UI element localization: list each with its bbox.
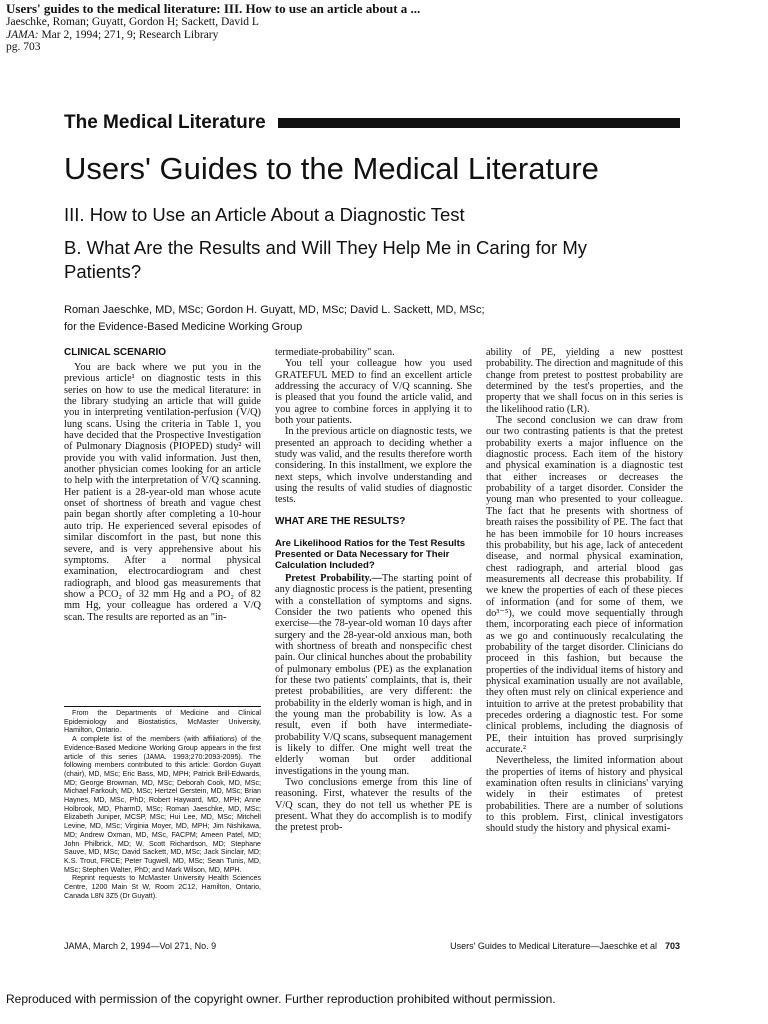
- citation-source: [6, 29, 762, 42]
- journal-footer: JAMA, March 2, 1994—Vol 271, No. 9: [64, 941, 217, 951]
- article-subtitle: III. How to Use an Article About a Diagnostic Test: [64, 204, 465, 225]
- footnote-paragraph: From the Departments of Medicine and Clinical Epidemiology and Biostatistics, McMaster University, Hamilton, Ontario.: [64, 709, 261, 735]
- running-footer: [450, 941, 680, 951]
- authors-line-1: Roman Jaeschke, MD, MSc; Gordon H. Guyatt, MD, MSc; David L. Sackett, MD, MSc;: [64, 304, 485, 316]
- column-3: [486, 347, 683, 835]
- citation-authors: Jaeschke, Roman; Guyatt, Gordon H; Sackett, David L: [6, 16, 259, 28]
- paragraph: [275, 573, 472, 777]
- article-title: Users' Guides to the Medical Literature: [64, 151, 599, 186]
- paragraph-text: The starting point of any diagnostic process is the patient, presenting with a constellation of symptoms and signs. Consider the two patients who opened this exercise—the 78-year-old woman 10 days after surgery and the 28-year-old anxious man, both with shortness of breath and nonspecific chest pain. Our clinical hunches about the probability of pulmonary embolus (PE) as the explanation for these two patients' complaints, that is, their pretest probabilities, are very different: the probability in the elderly woman is high, and in the young man the probability is low. As a result, even if both have intermediate-probability V/Q scans, subsequent management is likely to differ. One might well treat the elderly woman but order additional investigations in the young man.: [275, 572, 472, 777]
- page-number: 703: [664, 941, 680, 951]
- paragraph: You are back where we put you in the previous article¹ on diagnostic tests in this series on how to use the medical literature: in the library studying an article that will guide you in interpreting ventilation-perfusion (V/Q) lung scans. Using the criteria in Table 1, you have decided that the Prospective Investigation of Pulmonary Diagnosis (PIOPED) study² will provide you with valid information. Just then, another physician comes looking for an article to help with the interpretation of V/Q scanning. Her patient is a 28-year-old man whose acute onset of shortness of breath and vague chest pain began shortly after completing a 10-hour auto trip. He experienced several episodes of similar discomfort in the past, but none this severe, and is very apprehensive about his symptoms. After a normal physical examination, electrocardiogram and chest radiograph, and blood gas measurements that show a PCO₂ of 32 mm Hg and a PO₂ of 82 mm Hg, your colleague has ordered a V/Q scan. The results are reported as an "in-: [64, 362, 261, 623]
- section-rule: [278, 118, 680, 128]
- section-label: The Medical Literature: [64, 112, 266, 133]
- paragraph: The second conclusion we can draw from our two contrasting patients is that the pretest probability exerts a major influence on the diagnostic process. Each item of the history and physical examination is a diagnostic test that either increases or decreases the probability of a target disorder. Consider the young man who presented to your colleague. The fact that he presents with shortness of breath raises the possibility of PE. The fact that he has been immobile for 10 hours increases this probability, but his age, lack of antecedent disease, and normal physical examination, chest radiograph, and arterial blood gas measurements all decrease this probability. If we knew the properties of each of these pieces of information (and for some of them, we do³⁻⁵), we could move sequentially through them, incorporating each piece of information as we go and continuously recalculating the probability of the target disorder. Clinicians do proceed in this fashion, but because the properties of the individual items of history and physical examination usually are not available, they often must rely on clinical experience and intuition to arrive at the pretest probability that precedes ordering a diagnostic test. For some clinical problems, including the diagnosis of PE, their intuition has proved surprisingly accurate.²: [486, 415, 683, 756]
- running-footer-text: Users' Guides to Medical Literature—Jaeschke et al: [450, 941, 657, 951]
- paragraph: termediate-probability" scan.: [275, 347, 395, 358]
- affiliation-footnote: [64, 706, 261, 900]
- run-in-head: Pretest Probability.—: [285, 572, 383, 584]
- column-2: [275, 347, 472, 834]
- heading-clinical-scenario: CLINICAL SCENARIO: [64, 347, 167, 358]
- subheading-likelihood-ratios: Are Likelihood Ratios for the Test Results Presented or Data Necessary for Their Calculation Included?: [275, 537, 466, 571]
- column-1: [64, 347, 261, 623]
- author-list: [64, 302, 704, 336]
- authors-line-2: for the Evidence-Based Medicine Working Group: [64, 321, 303, 333]
- article-subtitle-b: B. What Are the Results and Will They Help Me in Caring for My Patients?: [64, 237, 587, 282]
- heading-results: WHAT ARE THE RESULTS?: [275, 515, 406, 527]
- reproduction-notice: Reproduced with permission of the copyright owner. Further reproduction prohibited without permission.: [6, 992, 556, 1006]
- citation-page: pg. 703: [6, 41, 41, 53]
- paragraph: In the previous article on diagnostic tests, we presented an approach to deciding whether a study was valid, and the results therefore worth considering. In this installment, we explore the next steps, which involve understanding and using the results of valid studies of diagnostic tests.: [275, 426, 472, 506]
- citation-details: Mar 2, 1994; 271, 9; Research Library: [38, 28, 219, 41]
- paragraph: ability of PE, yielding a new posttest probability. The direction and magnitude of this change from pretest to posttest probability are determined by the test's properties, and the property that we shall focus on in this series is the likelihood ratio (LR).: [486, 347, 683, 415]
- footnote-paragraph: A complete list of the members (with affiliations) of the Evidence-Based Medicine Working Group appears in the first article of this series (JAMA. 1993;270:2093-2095). The following members contributed to this article: Gordon Guyatt (chair), MD, MSc; Eric Bass, MD, MPH; Patrick Brill-Edwards, MD; George Browman, MD, MSc; Deborah Cook, MD, MSc; Michael Farkouh, MD, MSc; Hertzel Gerstein, MD, MSc; Brian Haynes, MD, MSc, PhD; Robert Hayward, MD, MPH; Anne Holbrook, MD, PharmD, MSc; Roman Jaeschke, MD, MSc; Elizabeth Juniper, MCSP, MSc; Hui Lee, MD, MSc; Mitchell Levine, MD, MSc; Virginia Moyer, MD, MPH; Jim Nishikawa, MD; Andrew Oxman, MD, MSc, FACPM; Ameen Patel, MD; John Philbrick, MD; W. Scott Richardson, MD; Stephane Sauve, MD, MSc; David Sackett, MD, MSc; Jack Sinclair, MD; K.S. Trout, FRCE; Peter Tugwell, MD, MSc; Sean Tunis, MD, MSc; Stephen Walter, PhD; and Mark Wilson, MD, MPH.: [64, 735, 261, 874]
- section-header: [64, 110, 680, 136]
- paragraph: Nevertheless, the limited information about the properties of items of history and physical examination often results in clinicians' varying widely in their estimates of pretest probabilities. There are a number of solutions to this problem. First, clinical investigators should study the history and physical exami-: [486, 755, 683, 835]
- paragraph: Two conclusions emerge from this line of reasoning. First, whatever the results of the V/Q scan, they do not tell us whether PE is present. What they do accomplish is to modify the pretest prob-: [275, 777, 472, 834]
- citation-journal: JAMA:: [6, 28, 39, 41]
- footnote-paragraph: Reprint requests to McMaster University Health Sciences Centre, 1200 Main St W, Room 2C12, Hamilton, Ontario, Canada L8N 3Z5 (Dr Guyatt).: [64, 874, 261, 900]
- citation-title: Users' guides to the medical literature: III. How to use an article about a ...: [6, 1, 421, 16]
- citation-header: [6, 2, 762, 54]
- paragraph: You tell your colleague how you used GRATEFUL MED to find an excellent article addressing the accuracy of V/Q scanning. She is pleased that you found the article valid, and you agree to combine forces in applying it to both your patients.: [275, 358, 472, 427]
